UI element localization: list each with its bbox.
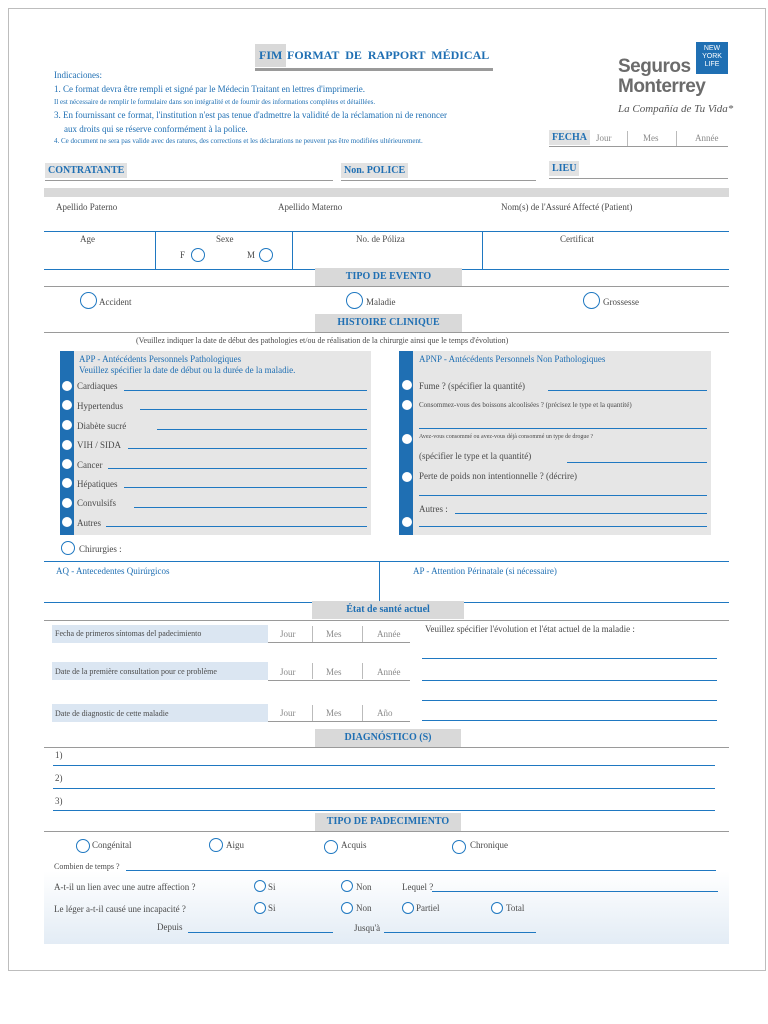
lien-label: A-t-il un lien avec une autre affection ? bbox=[54, 882, 196, 892]
acquis-radio[interactable] bbox=[324, 840, 338, 854]
tagline: La Compañía de Tu Vida* bbox=[618, 103, 734, 115]
lien-non-radio[interactable] bbox=[341, 880, 353, 892]
diagnostico-heading: DIAGNÓSTICO (S) bbox=[315, 729, 461, 747]
congenital-label: Congénital bbox=[92, 840, 132, 850]
fecha-mes[interactable]: Mes bbox=[643, 133, 659, 143]
histoire-heading: HISTOIRE CLINIQUE bbox=[315, 314, 462, 332]
depuis-label: Depuis bbox=[157, 922, 183, 932]
fecha-annee[interactable]: Année bbox=[695, 133, 719, 143]
evolution-line[interactable] bbox=[422, 720, 717, 721]
incap-partiel-label: Partiel bbox=[416, 903, 440, 913]
lequel-label: Lequel ? bbox=[402, 882, 434, 892]
sex-m-label: M bbox=[247, 250, 256, 260]
accident-label: Accident bbox=[99, 297, 132, 307]
incap-partiel-radio[interactable] bbox=[402, 902, 414, 914]
sex-m-radio[interactable] bbox=[259, 248, 273, 262]
app-subtitle: Veuillez spécifier la date de début ou la durée de la maladie. bbox=[79, 365, 296, 375]
apellido-materno-label: Apellido Materno bbox=[278, 202, 343, 212]
contratante-label: CONTRATANTE bbox=[45, 163, 127, 178]
aq-label: AQ - Antecedentes Quirúrgicos bbox=[56, 566, 170, 576]
combien-field[interactable] bbox=[126, 870, 716, 871]
sex-f-label: F bbox=[180, 250, 186, 260]
maladie-label: Maladie bbox=[366, 297, 396, 307]
lieu-label: LIEU bbox=[549, 161, 579, 176]
incapacite-label: Le léger a-t-il causé une incapacité ? bbox=[54, 904, 186, 914]
jusqua-field[interactable] bbox=[384, 932, 536, 933]
evolution-label: Veuillez spécifier l'évolution et l'état actuel de la maladie : bbox=[425, 624, 635, 634]
certificat-label: Certificat bbox=[560, 234, 594, 244]
lien-si-label: Si bbox=[268, 882, 276, 892]
maladie-radio[interactable] bbox=[346, 292, 363, 309]
fecha-label: FECHA bbox=[549, 130, 590, 145]
chronique-radio[interactable] bbox=[452, 840, 466, 854]
logo-badge: NEW YORK LIFE bbox=[696, 42, 728, 74]
chirurgies-radio[interactable] bbox=[61, 541, 75, 555]
app-title: APP - Antécédents Personnels Pathologiques bbox=[79, 354, 242, 364]
incap-si-radio[interactable] bbox=[254, 902, 266, 914]
lieu-field[interactable] bbox=[549, 178, 728, 179]
logo-line2: Monterrey bbox=[618, 76, 706, 97]
lequel-field[interactable] bbox=[432, 891, 718, 892]
padecimiento-heading: TIPO DE PADECIMIENTO bbox=[315, 813, 461, 831]
contratante-field[interactable] bbox=[45, 180, 333, 181]
incap-total-radio[interactable] bbox=[491, 902, 503, 914]
title-prefix: FIM bbox=[255, 44, 286, 67]
incap-non-label: Non bbox=[356, 903, 372, 913]
etat-heading: État de santé actuel bbox=[312, 601, 464, 619]
poliza-label: No. de Póliza bbox=[356, 234, 405, 244]
acquis-label: Acquis bbox=[341, 840, 367, 850]
accident-radio[interactable] bbox=[80, 292, 97, 309]
page-title: FORMAT DE RAPPORT MÉDICAL bbox=[287, 48, 490, 62]
sex-f-radio[interactable] bbox=[191, 248, 205, 262]
depuis-field[interactable] bbox=[188, 932, 333, 933]
evolution-line[interactable] bbox=[422, 700, 717, 701]
grossesse-label: Grossesse bbox=[603, 297, 639, 307]
evolution-line[interactable] bbox=[422, 680, 717, 681]
ap-label: AP - Attention Périnatale (si nécessaire) bbox=[413, 566, 557, 576]
jusqua-label: Jusqu'à bbox=[354, 923, 381, 933]
tipo-evento-heading: TIPO DE EVENTO bbox=[315, 268, 462, 286]
fecha-jour[interactable]: Jour bbox=[596, 133, 612, 143]
apellido-paterno-label: Apellido Paterno bbox=[56, 202, 118, 212]
police-label: Non. POLICE bbox=[341, 163, 408, 178]
incap-si-label: Si bbox=[268, 903, 276, 913]
combien-label: Combien de temps ? bbox=[54, 862, 120, 871]
aigu-label: Aigu bbox=[226, 840, 244, 850]
grossesse-radio[interactable] bbox=[583, 292, 600, 309]
age-label: Age bbox=[80, 234, 95, 244]
incap-total-label: Total bbox=[506, 903, 525, 913]
logo-line1: Seguros bbox=[618, 56, 691, 77]
evolution-line[interactable] bbox=[422, 658, 717, 659]
histoire-note: (Veuillez indiquer la date de début des pathologies et/ou de réalisation de la chirurgie ainsi que le temps d'évolution) bbox=[136, 336, 509, 345]
police-field[interactable] bbox=[341, 180, 536, 181]
company-logo bbox=[612, 42, 732, 122]
congenital-radio[interactable] bbox=[76, 839, 90, 853]
incap-non-radio[interactable] bbox=[341, 902, 353, 914]
aigu-radio[interactable] bbox=[209, 838, 223, 852]
chronique-label: Chronique bbox=[470, 840, 508, 850]
chirurgies-label: Chirurgies : bbox=[79, 544, 122, 554]
patient-names-field[interactable] bbox=[44, 231, 729, 232]
apnp-title: APNP - Antécédents Personnels Non Pathologiques bbox=[419, 354, 606, 364]
sexe-label: Sexe bbox=[216, 234, 234, 244]
form-title bbox=[255, 44, 493, 70]
lien-si-radio[interactable] bbox=[254, 880, 266, 892]
nom-assure-label: Nom(s) de l'Assuré Affecté (Patient) bbox=[501, 202, 633, 212]
lien-non-label: Non bbox=[356, 882, 372, 892]
